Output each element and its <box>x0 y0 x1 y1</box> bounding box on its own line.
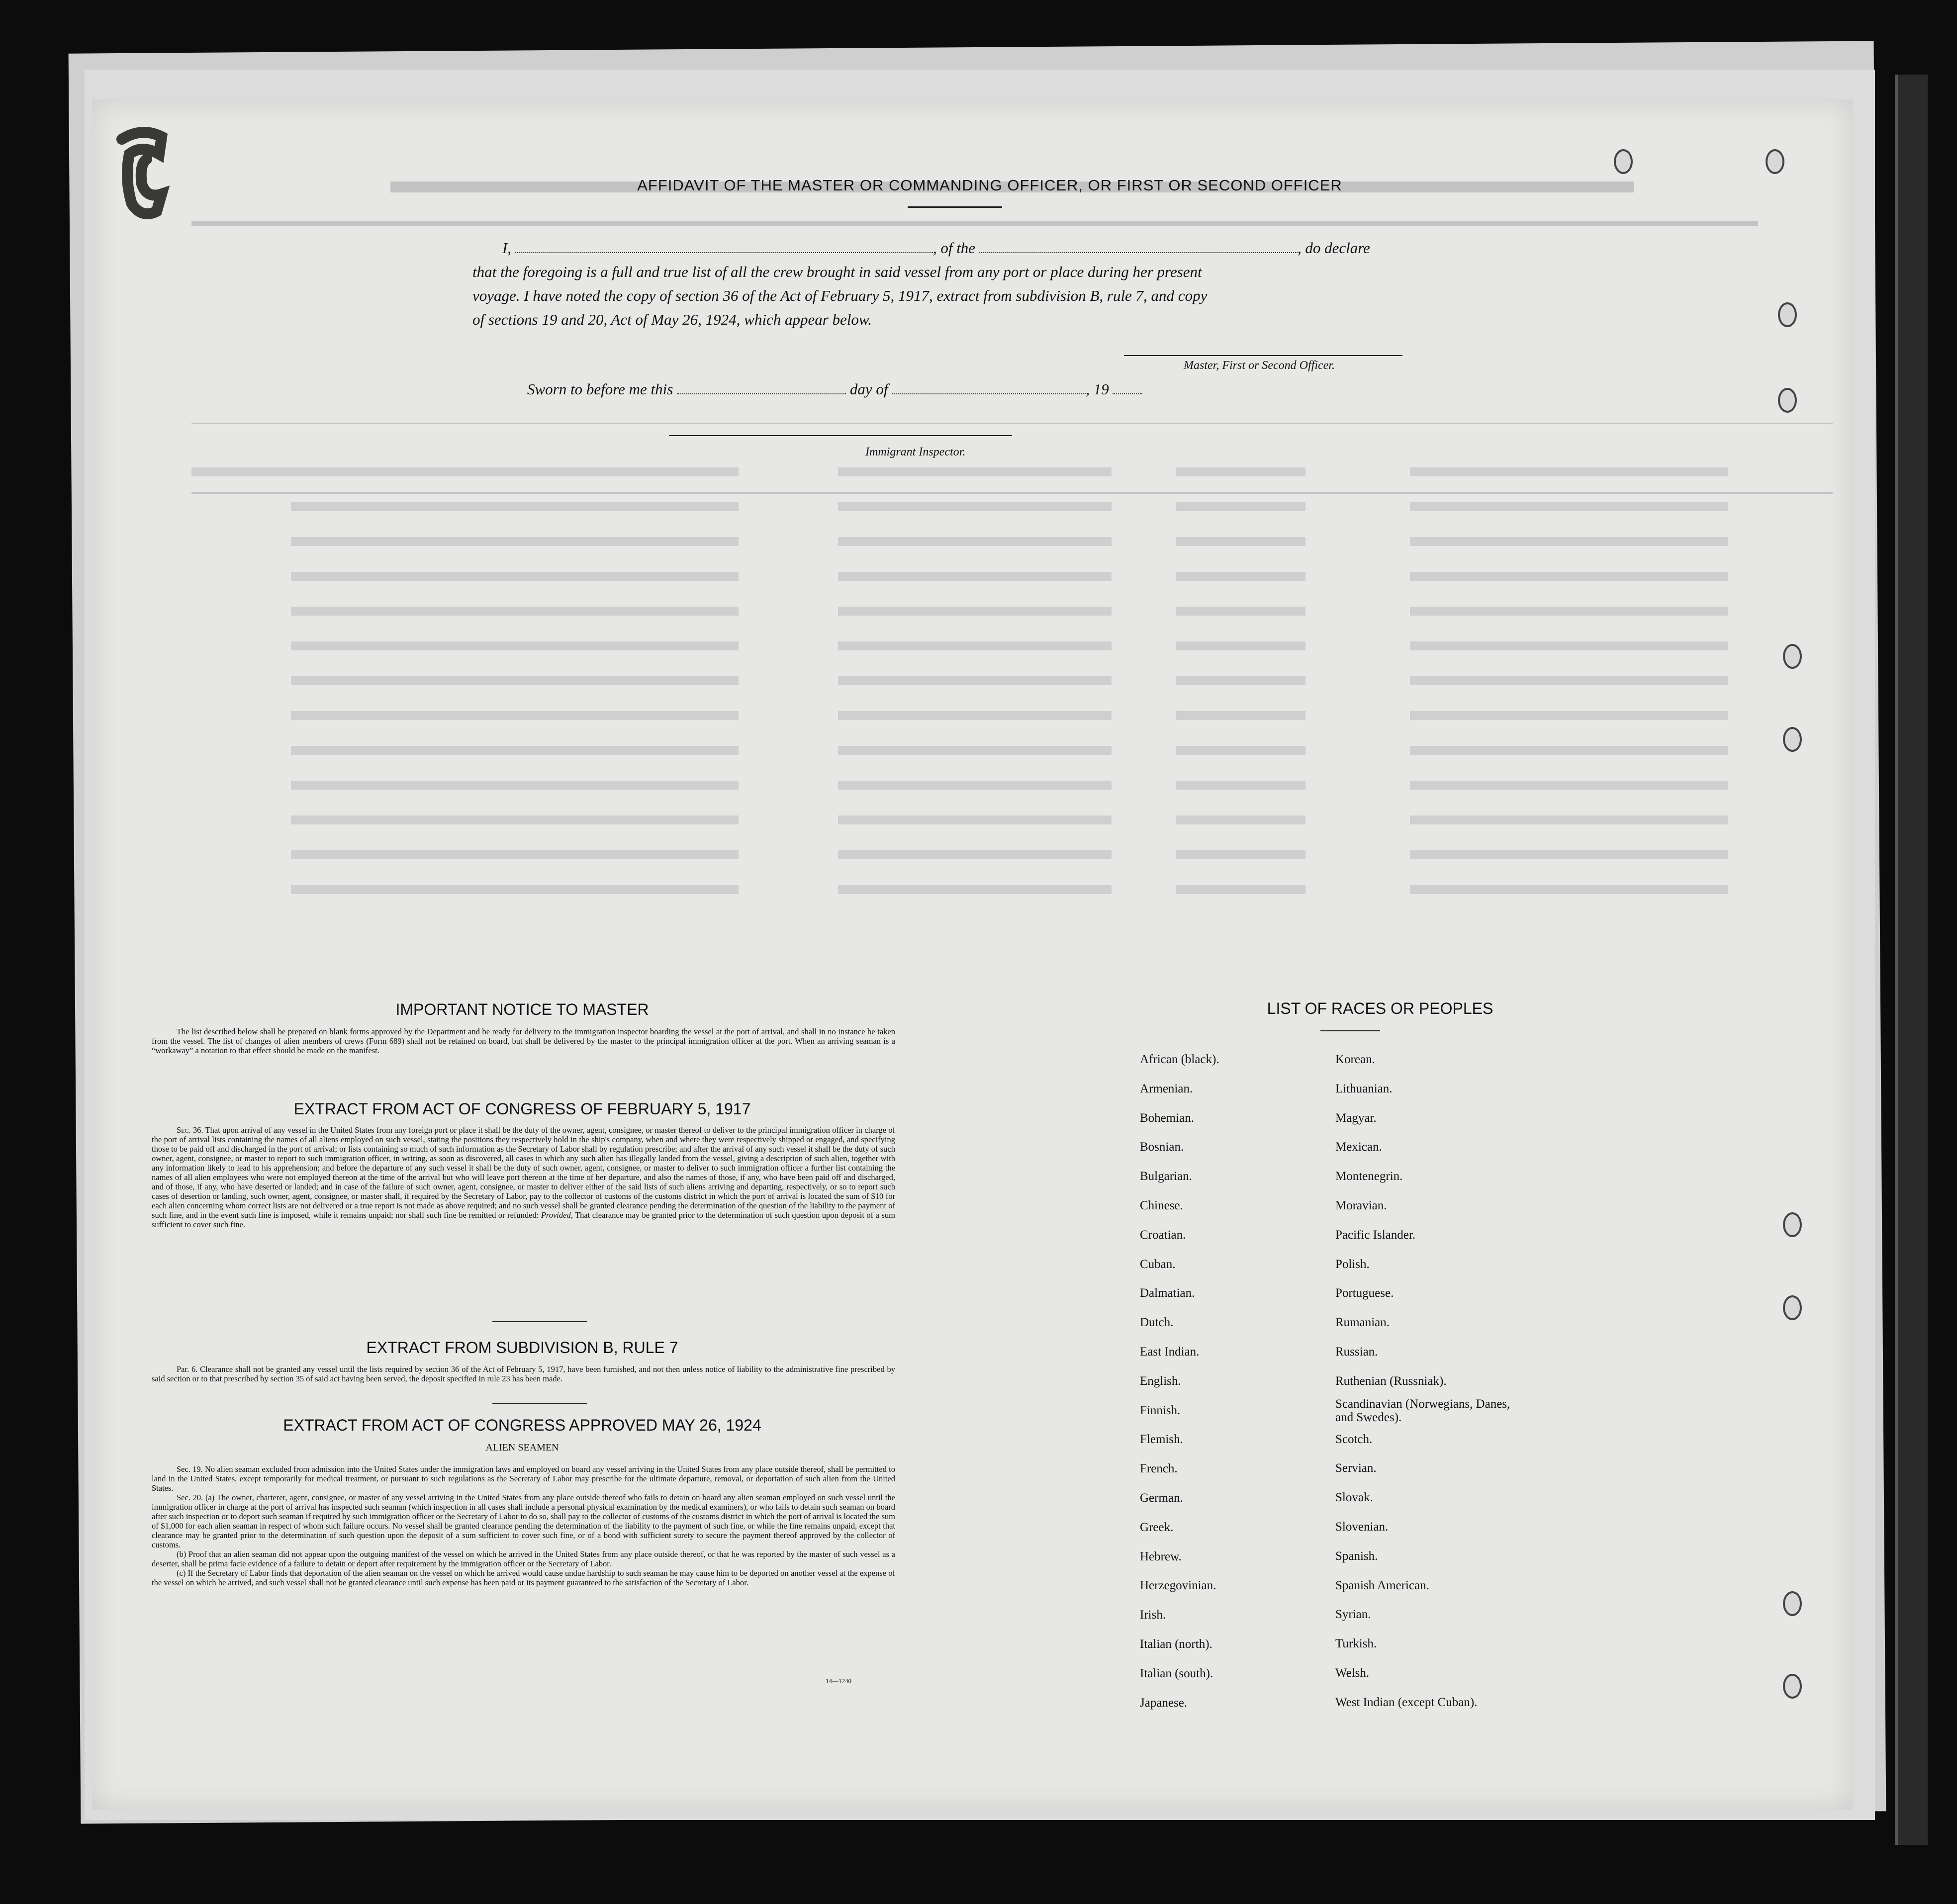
race-item: French. <box>1140 1462 1178 1476</box>
affidavit-title: AFFIDAVIT OF THE MASTER OR COMMANDING OFFICER, OR FIRST OR SECOND OFFICER <box>637 177 1342 194</box>
alien-seamen-subtitle: ALIEN SEAMEN <box>485 1442 559 1453</box>
section-36-paragraph <box>152 1125 895 1229</box>
race-item: Pacific Islander. <box>1335 1228 1416 1242</box>
race-item: Italian (south). <box>1140 1666 1213 1680</box>
race-item: Flemish. <box>1140 1433 1183 1447</box>
race-item: Dalmatian. <box>1140 1286 1195 1300</box>
day-of-label: day of <box>849 380 888 398</box>
section-label: Sec. 36. <box>177 1125 203 1135</box>
race-item: Spanish. <box>1335 1549 1378 1563</box>
section-36-end: That clearance may be granted prior to the determination of such question upon deposit of a sum sufficient to cover such fine. <box>152 1210 896 1229</box>
race-item: Russian. <box>1335 1345 1378 1359</box>
rule7-paragraph: Par. 6. Clearance shall not be granted any vessel until the lists required by section 36 of the Act of February 5, 1917, have been furnished, and not then unless notice of liability to the administrative fine prescribed by said section or to that prescribed by section 35 of said act having been served, the deposit specified in rule 23 has been made. <box>152 1364 895 1383</box>
race-item: Bulgarian. <box>1140 1170 1192 1183</box>
year-label: , 19 <box>1086 380 1109 398</box>
race-item: Cuban. <box>1140 1257 1176 1271</box>
sworn-month-field[interactable] <box>892 380 1086 394</box>
race-item: Montenegrin. <box>1335 1170 1403 1183</box>
race-item: Hebrew. <box>1140 1549 1182 1563</box>
divider <box>492 1321 587 1322</box>
race-item: Bohemian. <box>1140 1111 1195 1125</box>
extract-1924-text <box>152 1464 895 1587</box>
race-item: Lithuanian. <box>1335 1082 1393 1095</box>
divider <box>908 206 1002 208</box>
race-item: Spanish American. <box>1335 1578 1429 1592</box>
race-item: Dutch. <box>1140 1316 1174 1330</box>
race-item: English. <box>1140 1374 1181 1388</box>
declaration-line-1 <box>472 236 1442 260</box>
sworn-line <box>527 380 1142 398</box>
race-item: Polish. <box>1335 1257 1370 1271</box>
race-item: Croatian. <box>1140 1228 1186 1242</box>
extract-1924-title: EXTRACT FROM ACT OF CONGRESS APPROVED MAY 26, 1924 <box>283 1416 761 1434</box>
inspector-label: Immigrant Inspector. <box>865 446 966 458</box>
races-right-column <box>1335 1045 1519 1718</box>
race-item: Bosnian. <box>1140 1140 1184 1154</box>
extract-1917-text <box>152 1125 895 1229</box>
label-of-the: , of the <box>932 239 976 257</box>
race-item: Turkish. <box>1335 1637 1377 1651</box>
notice-paragraph: The list described below shall be prepared on blank forms approved by the Department and be ready for delivery to the immigration inspector boarding the vessel at the port of arrival, and shall in no instance be taken from the vessel. The list of changes of alien members of crews (Form 689) shall not be retained on board, but shall be delivered by the master to the principal immigration officer at the port. When an arriving seaman is a “workaway” a notation to that effect should be made on the manifest. <box>152 1027 895 1055</box>
race-item: Mexican. <box>1335 1140 1382 1154</box>
race-item: Slovak. <box>1335 1491 1373 1505</box>
race-item: Japanese. <box>1140 1696 1188 1710</box>
sworn-label: Sworn to before me this <box>527 380 673 398</box>
divider <box>492 1403 587 1404</box>
race-item: African (black). <box>1140 1053 1219 1066</box>
race-item: Servian. <box>1335 1461 1377 1475</box>
race-item: Greek. <box>1140 1520 1174 1534</box>
master-signature-line[interactable] <box>1124 355 1402 356</box>
race-item: Finnish. <box>1140 1403 1181 1417</box>
section-20c-paragraph: (c) If the Secretary of Labor finds that deportation of the alien seaman on the vessel on which he arrived would cause undue hardship to such seaman he may cause him to be deported on another vessel at the expense of the vessel on which he arrived, and such vessel shall not be granted clearance until such expense has been paid or its payment guaranteed to the satisfaction of the Secretary of Labor. <box>152 1568 895 1587</box>
race-item: Irish. <box>1140 1608 1166 1622</box>
race-item: Syrian. <box>1335 1608 1371 1622</box>
section-19-paragraph: Sec. 19. No alien seaman excluded from admission into the United States under the immigration laws and employed on board any vessel arriving in the United States from any place outside thereof, shall be permitted to land in the United States, except temporarily for medical treatment, or pursuant to such regulations as the Secretary of Labor may prescribe for the ultimate departure, removal, or deportation of such alien from the United States. <box>152 1464 895 1493</box>
race-item: Ruthenian (Russniak). <box>1335 1374 1447 1388</box>
declaration-line-4: of sections 19 and 20, Act of May 26, 1924, which appear below. <box>472 311 872 328</box>
notice-text <box>152 1027 895 1055</box>
section-20a-paragraph: Sec. 20. (a) The owner, charterer, agent, consignee, or master of any vessel arriving in the United States from any place outside thereof who fails to detain on board any alien seaman employed on such vessel until the immigration officer in charge at the port of arrival has inspected such seaman (which inspection in all cases shall include a personal physical examination by the medical examiners), or who fails to detain such seaman on board after such inspection or to deport such seaman if required by such immigration officer or the Secretary of Labor to do so, shall pay to the collector of customs of the customs district in which the port of arrival is located the sum of $1,000 for each alien seaman in respect of whom such failure occurs. No vessel shall be granted clearance pending the determination of the liability to the payment of such fine, or while the fine remains unpaid, except that clearance may be granted prior to the determination of such question upon the deposit of a sum sufficient to cover such fine, or of a bond with sufficient surety to secure the payment thereof approved by the collector of customs. <box>152 1493 895 1549</box>
form-number: 14—1240 <box>826 1677 851 1685</box>
rule7-text <box>152 1364 895 1383</box>
affidavit-declaration <box>472 236 1442 332</box>
race-item: Rumanian. <box>1335 1316 1390 1330</box>
label-i: I, <box>502 239 512 257</box>
race-item: Scandinavian (Norwegians, Danes, and Swedes). <box>1335 1397 1510 1424</box>
divider <box>1320 1030 1380 1031</box>
notice-title: IMPORTANT NOTICE TO MASTER <box>395 1000 649 1018</box>
race-item: German. <box>1140 1491 1183 1505</box>
sworn-year-field[interactable] <box>1113 380 1142 394</box>
race-item: Italian (north). <box>1140 1637 1212 1651</box>
race-item: Moravian. <box>1335 1198 1387 1212</box>
binder-edge <box>1895 75 1928 1845</box>
rule7-title: EXTRACT FROM SUBDIVISION B, RULE 7 <box>366 1339 678 1357</box>
race-item: Portuguese. <box>1335 1286 1394 1300</box>
races-title: LIST OF RACES OR PEOPLES <box>1267 999 1493 1017</box>
label-declare: , do declare <box>1297 239 1370 257</box>
master-signature-label: Master, First or Second Officer. <box>1184 359 1335 372</box>
extract-1917-title: EXTRACT FROM ACT OF CONGRESS OF FEBRUARY 5, 1917 <box>293 1100 751 1118</box>
declaration-line-2: that the foregoing is a full and true list of all the crew brought in said vessel from any port or place during her present <box>472 263 1202 280</box>
race-item: Herzegovinian. <box>1140 1579 1216 1593</box>
races-left-column <box>1140 1045 1219 1718</box>
inspector-signature-line[interactable] <box>669 435 1012 436</box>
race-item: Armenian. <box>1140 1082 1193 1095</box>
provided-label: Provided, <box>541 1210 573 1220</box>
race-item: Korean. <box>1335 1053 1375 1066</box>
declaration-line-3: voyage. I have noted the copy of section 36 of the Act of February 5, 1917, extract from subdivision B, rule 7, and copy <box>472 287 1208 304</box>
race-item: Magyar. <box>1335 1111 1377 1125</box>
race-item: Slovenian. <box>1335 1520 1389 1534</box>
vessel-field[interactable] <box>979 239 1298 253</box>
section-20b-paragraph: (b) Proof that an alien seaman did not appear upon the outgoing manifest of the vessel on which he arrived in the United States from any place outside thereof, or that he was reported by the master of such vessel as a deserter, shall be prima facie evidence of a failure to detain or deport after requirement by the immigration officer or the Secretary of Labor. <box>152 1549 895 1568</box>
race-item: West Indian (except Cuban). <box>1335 1695 1478 1709</box>
race-item: Chinese. <box>1140 1198 1183 1212</box>
race-item: Welsh. <box>1335 1666 1370 1680</box>
race-item: Scotch. <box>1335 1432 1373 1446</box>
race-item: East Indian. <box>1140 1345 1200 1359</box>
name-field[interactable] <box>515 239 933 253</box>
section-36-text: That upon arrival of any vessel in the United States from any foreign port or place it shall be the duty of the owner, agent, consignee, or master thereof to deliver to the principal immigration officer in charge of the port of arrival lists containing the names of all aliens employed on such vessel, stating the positions they respectively hold in the ship's company, when and where they were respectively shipped or engaged, and specifying those to be paid off and discharged in the port of arrival; or lists containing so much of such information as the Secretary of Labor shall by regulation prescribe; and after the arrival of any such vessel it shall be the duty of such owner, agent, consignee, or master to report to such immigration officer, in writing, as soon as discovered, all cases in which any such alien has illegally landed from the vessel, giving a description of such alien, together with any information likely to lead to his apprehension; and before the departure of any such vessel it shall be the duty of such owner, agent, consignee, or master to deliver to such immigration officer a further list containing the names of all alien employees who were not employed thereon at the time of the arrival but who will leave port thereon at the time of her departure, and also the names of those, if any, who have been paid off and discharged, and of those, if any, who have deserted or landed; and in case of the failure of such owner, agent, consignee, or master to deliver either of the said lists of such aliens arriving and departing, respectively, or so to report such cases of desertion or landing, such owner, agent, consignee, or master shall, if required by the Secretary of Labor, pay to the collector of customs of the customs district in which the port of arrival is located the sum of $10 for each alien concerning whom correct lists are not delivered or a true report is not made as above required; and no such vessel shall be granted clearance pending the determination of the question of the liability to the payment of such fine, and in the event such fine is imposed, while it remains unpaid; nor shall such fine be remitted or refunded: <box>152 1125 896 1220</box>
sworn-day-field[interactable] <box>677 380 846 394</box>
